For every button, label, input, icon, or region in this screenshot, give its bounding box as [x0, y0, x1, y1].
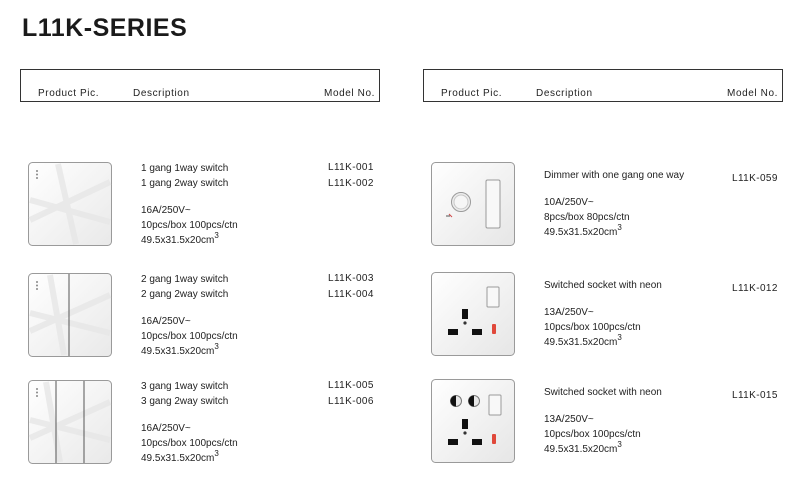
model-no: L11K-015 [732, 390, 778, 401]
model-no: L11K-003 [328, 273, 374, 284]
model-no: L11K-005 [328, 380, 374, 391]
model-numbers [732, 388, 778, 404]
model-no: L11K-004 [328, 289, 374, 300]
model-numbers [732, 171, 778, 187]
product-row [423, 272, 783, 364]
carton-size: 49.5x31.5x20cm [544, 444, 618, 455]
header-model-no: Model No. [727, 88, 778, 99]
model-no: L11K-002 [328, 178, 374, 189]
catalog-column-right [423, 69, 783, 455]
product-row [423, 162, 783, 254]
packing: 8pcs/box 80pcs/ctn [544, 212, 630, 223]
header-model-no: Model No. [324, 88, 375, 99]
model-numbers [732, 281, 778, 297]
packing: 10pcs/box 100pcs/ctn [141, 331, 238, 342]
carton-size: 49.5x31.5x20cm [544, 337, 618, 348]
product-description [141, 161, 238, 248]
desc-line: 2 gang 1way switch [141, 274, 229, 285]
packing: 10pcs/box 100pcs/ctn [141, 438, 238, 449]
packing: 10pcs/box 100pcs/ctn [544, 322, 641, 333]
carton-size: 49.5x31.5x20cm [544, 227, 618, 238]
desc-line: Switched socket with neon [544, 280, 662, 291]
desc-line: 3 gang 2way switch [141, 396, 229, 407]
model-no: L11K-012 [732, 283, 778, 294]
multi-socket-icon [431, 379, 515, 463]
product-description [544, 168, 684, 240]
desc-line: Switched socket with neon [544, 387, 662, 398]
series-title: L11K-SERIES [22, 14, 188, 42]
catalog-column-left [20, 69, 380, 464]
header-product-pic: Product Pic. [38, 88, 100, 99]
rating: 16A/250V~ [141, 316, 191, 327]
cube-superscript: 3 [214, 231, 219, 240]
packing: 10pcs/box 100pcs/ctn [141, 220, 238, 231]
model-numbers [328, 271, 374, 303]
carton-size: 49.5x31.5x20cm [141, 235, 215, 246]
header-product-pic: Product Pic. [441, 88, 503, 99]
model-no: L11K-059 [732, 173, 778, 184]
packing: 10pcs/box 100pcs/ctn [544, 429, 641, 440]
product-description [544, 278, 662, 350]
rating: 16A/250V~ [141, 423, 191, 434]
product-row [20, 160, 380, 252]
desc-line: 1 gang 1way switch [141, 163, 229, 174]
cube-superscript: 3 [617, 333, 622, 342]
desc-line: 1 gang 2way switch [141, 178, 229, 189]
cube-superscript: 3 [214, 449, 219, 458]
carton-size: 49.5x31.5x20cm [141, 453, 215, 464]
rating: 13A/250V~ [544, 414, 594, 425]
table-header [20, 69, 380, 102]
rating: 10A/250V~ [544, 197, 594, 208]
carton-size: 49.5x31.5x20cm [141, 346, 215, 357]
product-row [423, 379, 783, 471]
product-description [141, 272, 238, 359]
cube-superscript: 3 [617, 223, 622, 232]
cube-superscript: 3 [214, 342, 219, 351]
desc-line: 3 gang 1way switch [141, 381, 229, 392]
rating: 13A/250V~ [544, 307, 594, 318]
dimmer-switch-icon [431, 162, 515, 246]
product-row [20, 378, 380, 470]
model-no: L11K-006 [328, 396, 374, 407]
switched-socket-icon [431, 272, 515, 356]
product-description [544, 385, 662, 457]
desc-line: Dimmer with one gang one way [544, 170, 685, 181]
table-header [423, 69, 783, 102]
cube-superscript: 3 [617, 440, 622, 449]
header-description: Description [536, 88, 593, 99]
model-no: L11K-001 [328, 162, 374, 173]
two-gang-switch-icon [28, 273, 112, 357]
rating: 16A/250V~ [141, 205, 191, 216]
product-description [141, 379, 238, 466]
header-description: Description [133, 88, 190, 99]
desc-line: 2 gang 2way switch [141, 289, 229, 300]
model-numbers [328, 378, 374, 410]
one-gang-switch-icon [28, 162, 112, 246]
product-row [20, 271, 380, 363]
model-numbers [328, 160, 374, 192]
three-gang-switch-icon [28, 380, 112, 464]
